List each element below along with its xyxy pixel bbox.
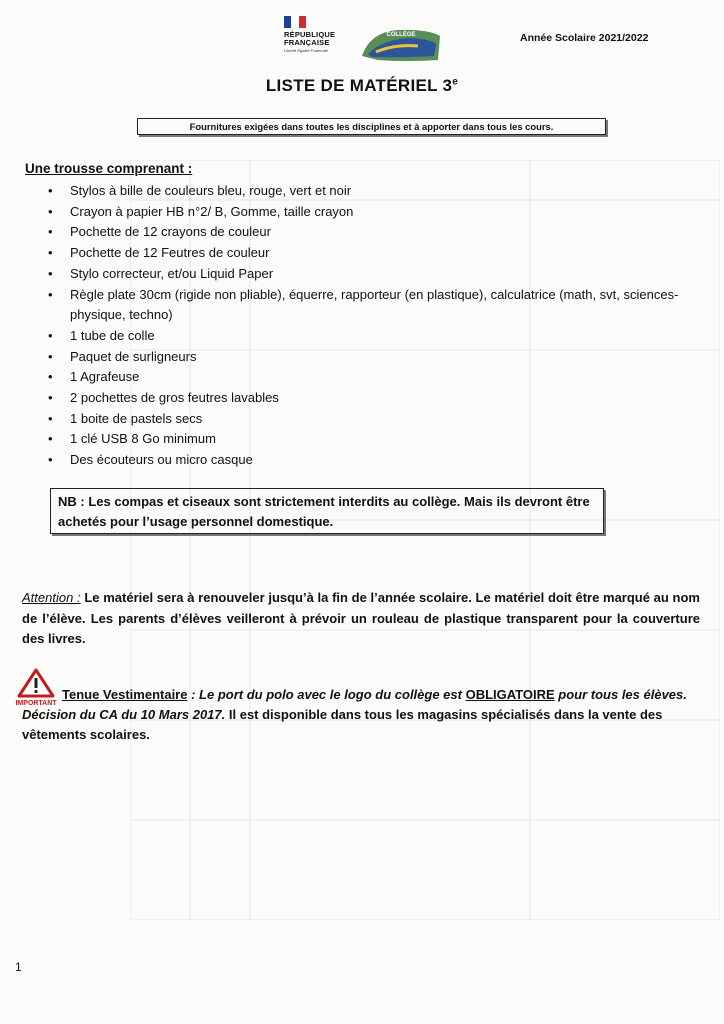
flag-red-stripe — [299, 16, 306, 28]
bullet-icon: • — [48, 369, 53, 385]
bullet-icon: • — [48, 327, 53, 343]
bullet-icon: • — [48, 390, 53, 406]
bullet-icon: • — [48, 286, 53, 302]
page-title-superscript: e — [452, 76, 459, 88]
bullet-icon: • — [48, 245, 53, 261]
supply-item-text: 1 clé USB 8 Go minimum — [70, 431, 216, 447]
dress-code-text-a: : Le port du polo avec le logo du collège est — [187, 687, 466, 702]
page-number: 1 — [15, 960, 22, 974]
attention-paragraph — [22, 588, 700, 650]
college-logo — [358, 26, 444, 64]
college-logo-text: COLLÈGE — [386, 32, 416, 38]
decision-date: Décision du CA du 10 Mars 2017. — [22, 707, 226, 722]
important-warning-icon — [13, 668, 59, 708]
page-title — [0, 76, 724, 96]
republic-motto: Liberté Égalité Fraternité — [284, 48, 328, 53]
supply-item — [0, 222, 724, 243]
republic-line-2: FRANÇAISE — [284, 38, 330, 47]
dress-code-obligatoire: OBLIGATOIRE — [465, 687, 555, 702]
dress-code-decision — [22, 705, 722, 745]
attention-label: Attention : — [22, 590, 81, 605]
supply-item-text: Pochette de 12 Feutres de couleur — [70, 245, 270, 261]
supply-item-text: Règle plate 30cm (rigide non pliable), équerre, rapporteur (en plastique), calculatrice (math, svt, sciences-physique, techno) — [70, 286, 679, 323]
supply-item-text: Pochette de 12 crayons de couleur — [70, 224, 271, 240]
supply-item-text: 1 tube de colle — [70, 327, 155, 343]
flag-white-stripe — [291, 16, 298, 28]
dress-code-text-b: pour tous les élèves. — [554, 687, 687, 702]
supply-item-text: 2 pochettes de gros feutres lavables — [70, 390, 279, 406]
french-flag-icon — [284, 16, 306, 28]
supply-item — [0, 450, 724, 471]
supply-item — [0, 202, 724, 223]
bullet-icon: • — [48, 203, 53, 219]
dress-code-label: Tenue Vestimentaire — [62, 687, 188, 702]
school-year: Année Scolaire 2021/2022 — [520, 32, 649, 44]
pencil-case-heading: Une trousse comprenant : — [25, 161, 193, 176]
supply-item-text: Paquet de surligneurs — [70, 348, 197, 364]
supplies-list — [0, 181, 724, 471]
supply-item-text: Crayon à papier HB n°2/ B, Gomme, taille crayon — [70, 203, 354, 219]
bullet-icon: • — [48, 265, 53, 281]
republic-name — [284, 31, 336, 47]
supply-item — [0, 264, 724, 285]
bullet-icon: • — [48, 348, 53, 364]
supply-item-text: 1 boite de pastels secs — [70, 410, 203, 426]
bullet-icon: • — [48, 224, 53, 240]
supply-item — [0, 388, 724, 409]
bullet-icon: • — [48, 410, 53, 426]
republique-francaise-logo — [284, 16, 336, 54]
supply-item-text: Stylo correcteur, et/ou Liquid Paper — [70, 265, 274, 281]
nb-note-box: NB : Les compas et ciseaux sont strictement interdits au collège. Mais ils devront être achetés pour l’usage personnel domestique. — [50, 488, 604, 534]
decision-text: Il est disponible dans tous les magasins spécialisés dans la vente des vêtements scolaires. — [22, 707, 663, 742]
supply-item — [0, 285, 724, 326]
supply-item — [0, 429, 724, 450]
republic-line-1: RÉPUBLIQUE — [284, 30, 336, 39]
important-icon-label: IMPORTANT — [15, 700, 57, 707]
supply-item — [0, 367, 724, 388]
bullet-icon: • — [48, 452, 53, 468]
supply-item — [0, 243, 724, 264]
flag-blue-stripe — [284, 16, 291, 28]
attention-text: Le matériel sera à renouveler jusqu’à la fin de l’année scolaire. Le matériel doit être marqué au nom de l’élève. Les parents d’élèves veilleront à prévoir un rouleau de plastique transparent pour la couverture des livres. — [22, 590, 700, 646]
page-title-text: LISTE DE MATÉRIEL 3 — [265, 76, 453, 95]
supply-item — [0, 409, 724, 430]
supply-item — [0, 347, 724, 368]
supply-item-text: Stylos à bille de couleurs bleu, rouge, vert et noir — [70, 183, 352, 198]
requirements-banner: Fournitures exigées dans toutes les disciplines et à apporter dans tous les cours. — [137, 118, 606, 135]
supply-item-text: 1 Agrafeuse — [70, 369, 140, 385]
dress-code-line — [62, 685, 722, 705]
supply-item-text: Des écouteurs ou micro casque — [70, 452, 253, 468]
bullet-icon: • — [48, 431, 53, 447]
supply-item — [0, 181, 724, 202]
bullet-icon: • — [48, 183, 53, 198]
supply-item — [0, 326, 724, 347]
